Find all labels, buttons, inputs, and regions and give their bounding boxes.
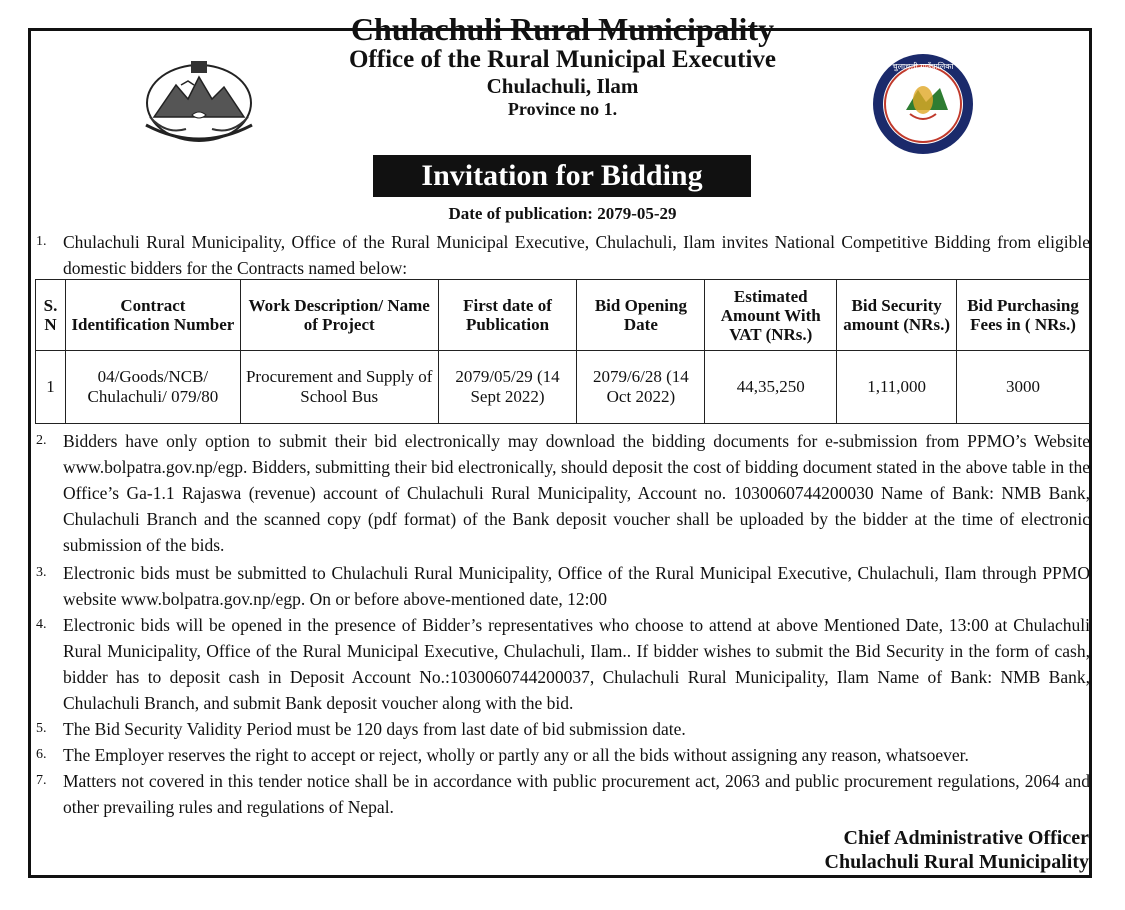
signatory-org: Chulachuli Rural Municipality (824, 851, 1089, 873)
clause-text: Bidders have only option to submit their bid electronically may download the bidding documents for e-submission from PPMO’s Website www.bolpatra.gov.np/egp. Bidders, submitting their bid electronically, should deposit the cost of bidding document stated in the above table in the Office’s Ga-1.1 Rajaswa (revenue) account of Chulachuli Rural Municipality, Account no. 1030060744200030 Name of Bank: NMB Bank, Chulachuli Branch and the scanned copy (pdf format) of the Bank deposit voucher shall be uploaded by the bidder at the time of electronic submission of the bids. (63, 431, 1090, 555)
column-header: S. N (36, 280, 66, 351)
clause-text: The Employer reserves the right to accept or reject, wholly or partly any or all the bids without assigning any reason, whatsoever. (63, 745, 969, 765)
table-cell: 04/Goods/NCB/ Chulachuli/ 079/80 (65, 351, 240, 424)
clause-number: 5. (36, 721, 47, 736)
table-cell: 1,11,000 (837, 351, 957, 424)
clause-text: Electronic bids will be opened in the presence of Bidder’s representatives who choose to attend at above Mentioned Date, 13:00 at Chulachuli Rural Municipality, Office of the Rural Municipal Executive, Chulachuli, Ilam.. If bidder wishes to submit the Bid Security in the form of cash, bidder has to deposit cash in Deposit Account No.:1030060744200037, Chulachuli Rural Municipality, Ilam Name of Bank: NMB Bank, Chulachuli Branch, and submit Bank deposit voucher along with the bid. (63, 615, 1090, 713)
clause-number: 4. (36, 617, 47, 632)
column-header: Bid Opening Date (577, 280, 705, 351)
clause-text: Electronic bids must be submitted to Chulachuli Rural Municipality, Office of the Rural Municipal Executive, Chulachuli, Ilam through PPMO website www.bolpatra.gov.np/egp. On or before above-mentioned date, 12:00 (63, 563, 1090, 609)
clause-number: 3. (36, 565, 47, 580)
column-header: Work Description/ Name of Project (240, 280, 438, 351)
table-cell: 3000 (957, 351, 1090, 424)
clause-text: The Bid Security Validity Period must be 120 days from last date of bid submission date. (63, 719, 686, 739)
clause-1 (36, 229, 1090, 281)
clause-6 (36, 742, 1090, 768)
office-name: Office of the Rural Municipal Executive (348, 46, 776, 73)
table-cell: 44,35,250 (705, 351, 837, 424)
table-cell: Procurement and Supply of School Bus (240, 351, 438, 424)
clause-3 (36, 560, 1090, 612)
notice-title-banner: Invitation for Bidding (373, 155, 751, 197)
publication-date: Date of publication: 2079-05-29 (448, 204, 677, 223)
clause-2 (36, 428, 1090, 558)
table-cell: 1 (36, 351, 66, 424)
contracts-table (35, 279, 1090, 424)
clause-text: Chulachuli Rural Municipality, Office of the Rural Municipal Executive, Chulachuli, Ilam invites National Competitive Bidding from eligible domestic bidders for the Contracts named below: (63, 232, 1090, 278)
signature-block (825, 826, 1090, 874)
location: Chulachuli, Ilam (486, 74, 639, 98)
table-header-row (36, 280, 1090, 351)
column-header: Bid Security amount (NRs.) (837, 280, 957, 351)
notice-header (0, 12, 1125, 120)
clause-number: 1. (36, 234, 47, 249)
table-row (36, 351, 1090, 424)
table-cell: 2079/6/28 (14 Oct 2022) (577, 351, 705, 424)
clause-7 (36, 768, 1090, 820)
clause-number: 7. (36, 773, 47, 788)
column-header: Bid Purchasing Fees in ( NRs.) (957, 280, 1090, 351)
clause-5 (36, 716, 1090, 742)
seal-text: चुलाचुली गाउँपालिका (892, 62, 954, 71)
column-header: Estimated Amount With VAT (NRs.) (705, 280, 837, 351)
table-cell: 2079/05/29 (14 Sept 2022) (438, 351, 577, 424)
signatory-title: Chief Administrative Officer (843, 827, 1089, 849)
clause-text: Matters not covered in this tender notice shall be in accordance with public procurement act, 2063 and public procurement regulations, 2064 and other prevailing rules and regulations of Nepal. (63, 771, 1090, 817)
column-header: First date of Publication (438, 280, 577, 351)
province: Province no 1. (507, 99, 618, 119)
column-header: Contract Identification Number (65, 280, 240, 351)
clause-number: 6. (36, 747, 47, 762)
clause-number: 2. (36, 433, 47, 448)
clause-4 (36, 612, 1090, 716)
org-name: Chulachuli Rural Municipality (350, 11, 775, 47)
